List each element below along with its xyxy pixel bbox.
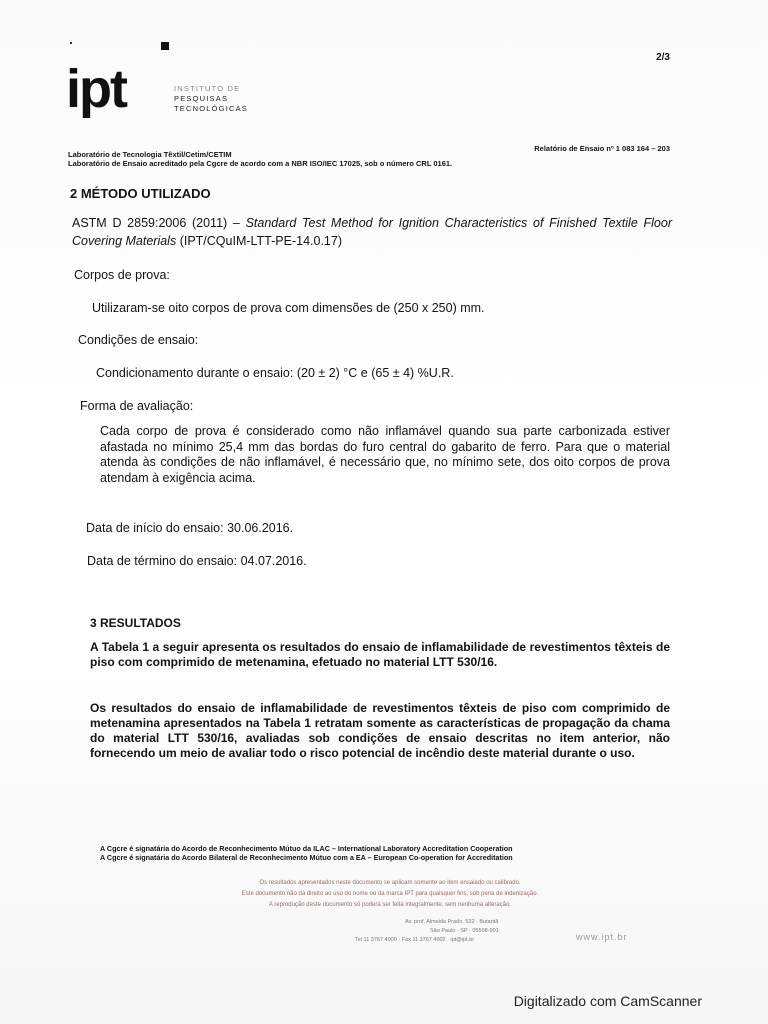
footer-ea-line: A Cgcre é signatária do Acordo Bilateral de Reconhecimento Mútuo com a EA – European Co-operation for Accreditation — [100, 853, 513, 862]
evaluation-label: Forma de avaliação: — [80, 399, 194, 413]
footer-disclaimer-1: Os resultados apresentados neste documento se aplicam somente ao item ensaiado ou calibrado. — [259, 880, 521, 886]
logo-line-1: INSTITUTO DE — [174, 84, 241, 93]
specimens-text: Utilizaram-se oito corpos de prova com dimensões de (250 x 250) mm. — [92, 301, 485, 315]
section-2-title: 2 MÉTODO UTILIZADO — [70, 186, 211, 201]
footer-disclaimer-3: A reprodução deste documento só poderá ser feita integralmente, sem nenhuma alteração. — [268, 902, 512, 908]
logo-mark: ipt — [66, 59, 126, 119]
logo-dot — [161, 42, 169, 50]
footer-ilac-line: A Cgcre é signatária do Acordo de Reconhecimento Mútuo da ILAC – International Laboratory Accreditation Cooperation — [100, 844, 513, 853]
evaluation-text: Cada corpo de prova é considerado como não inflamável quando sua parte carbonizada estiver afastada no mínimo 25,4 mm das bordas do furo central do gabarito de ferro. Para que o material atenda às condições de não inflamável, é necessário que, no mínimo sete, dos oito corpos de prova atendam à exigência acima. — [100, 424, 670, 485]
standard-code: ASTM D 2859:2006 (2011) – — [72, 216, 246, 230]
standard-reference — [72, 214, 672, 250]
section-3-title: 3 RESULTADOS — [90, 616, 181, 630]
results-paragraph-2: Os resultados do ensaio de inflamabilidade de revestimentos têxteis de piso com comprimido de metenamina apresentados na Tabela 1 retratam somente as características de propagação da chama do material LTT 530/16, avaliadas sob condições de ensaio descritas no item anterior, não fornecendo um meio de avaliar todo o risco potencial de incêndio deste material durante o uso. — [90, 701, 670, 760]
conditions-text: Condicionamento durante o ensaio: (20 ± 2) °C e (65 ± 4) %U.R. — [96, 366, 454, 380]
camscanner-watermark: Digitalizado com CamScanner — [513, 993, 702, 1009]
footer-url: www.ipt.br — [576, 932, 628, 942]
results-paragraph-1: A Tabela 1 a seguir apresenta os resultados do ensaio de inflamabilidade de revestimentos têxteis de piso com comprimido de metenamina, efetuado no material LTT 530/16. — [90, 640, 670, 669]
lab-line-1: Laboratório de Tecnologia Têxtil/Cetim/CETIM — [68, 150, 232, 159]
logo-line-3: TECNOLÓGICAS — [174, 104, 248, 113]
ipt-logo — [66, 59, 266, 132]
conditions-label: Condições de ensaio: — [78, 333, 199, 347]
footer-phone: Tel 11 3767 4000 · Fax 11 3767 4002 · ipt@ipt.br — [355, 937, 475, 943]
logo-institute-name — [174, 84, 248, 114]
scan-speck — [70, 42, 72, 44]
logo-line-2: PESQUISAS — [174, 94, 229, 103]
start-date: Data de início do ensaio: 30.06.2016. — [86, 521, 294, 535]
lab-line-2: Laboratório de Ensaio acreditado pela Cgcre de acordo com a NBR ISO/IEC 17025, sob o número CRL 0161. — [68, 159, 453, 168]
standard-procedure: (IPT/CQuIM-LTT-PE-14.0.17) — [176, 234, 342, 248]
end-date: Data de término do ensaio: 04.07.2016. — [87, 554, 307, 568]
standard-title: Standard Test Method for Ignition Characteristics of Finished Textile Floor Covering Materials — [72, 216, 672, 248]
report-number: Relatório de Ensaio nº 1 083 164 – 203 — [534, 144, 670, 153]
footer-disclaimer-2: Este documento não dá direito ao uso do nome ou da marca IPT para quaisquer fins, sob pena de indenização. — [241, 891, 539, 897]
specimens-label: Corpos de prova: — [74, 268, 170, 282]
footer-address-1: Av. prof. Almeida Prado, 532 · Butantã — [405, 919, 499, 925]
footer-address-2: São Paulo · SP · 05508-901 — [430, 928, 499, 934]
page-number: 2/3 — [656, 52, 670, 63]
